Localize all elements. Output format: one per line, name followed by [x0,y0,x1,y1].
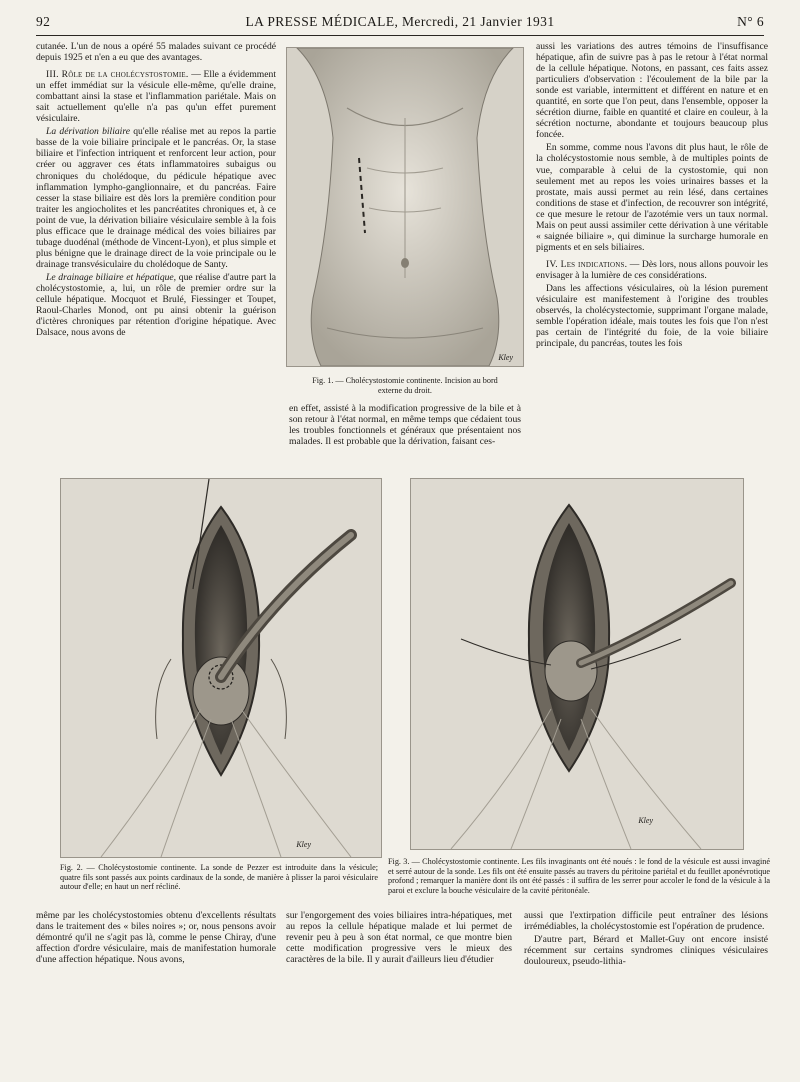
section-4-heading: IV. Les indications. [546,258,628,270]
page-number: 92 [36,14,51,29]
surgical-illustration-3 [411,479,743,849]
paragraph: aussi que l'extirpation difficile peut entraîner des lésions irrémédiables, la cholécystostomie est l'opération de prudence. [524,910,768,933]
figure-1-signature: Kley [498,353,513,362]
paragraph: en effet, assisté à la modification progressive de la bile et à son retour à l'état normal, en même temps que cédaient tous les troubles fonctionnels et généraux que présentaient nos malades. Il est probable que la dérivation, faisant ces- [289,403,521,448]
journal-name: LA PRESSE MÉDICALE [245,14,395,29]
figure-3-caption: Fig. 3. — Cholécystostomie continente. Les fils invaginants ont été noués : le fond de la vésicule est aussi invaginé et serré autour de la sonde. Les fils ont été ensuite passés au travers du péritoine pariétal et du feuillet aponévrotique profond ; remarquer la manière dont ils ont été passés : il suffira de les serrer pour accoler le fond de la vésicule à la paroi et exclure la bouche vésiculaire de la cavité péritonéale. [388,857,770,895]
section-3-paragraph: III. Rôle de la cholécystostomie. — Elle a évidemment un effet immédiat sur la vésicule elle-même, qu'elle draine, combattant ainsi la stase et l'inflammation pariétale. Mais on sait actuellement qu'elle n'a pas qu'un effet purement vésiculaire. [36,69,276,125]
figure-2-caption: Fig. 2. — Cholécystostomie continente. La sonde de Pezzer est introduite dans la vésicule; quatre fils sont passés aux points cardinaux de la sonde, de manière à plisser la paroi vésiculaire autour d'elle; en haut un nerf récliné. [60,863,378,892]
surgical-illustration-2 [61,479,381,857]
issue-number: N° 6 [737,14,764,29]
figure-1-image [286,47,524,367]
paragraph: aussi les variations des autres témoins de l'insuffisance hépatique, afin de suivre pas à pas le retour à l'état normal de la cellule hépatique. Notons, en passant, ces faits assez particuliers d'observation : l'écoulement de la bile par la sonde est variable, intermittent et différent en nature et en quantité, en sorte que l'on peut, dans l'ensemble, opposer la sécrétion diurne, faible en quantité et claire en couleur, à la sécrétion nocturne, abondante et toujours beaucoup plus foncée. [536,41,768,141]
section-4-paragraph: IV. Les indications. — Dès lors, nous allons pouvoir les envisager à la lumière de ces considérations. [536,258,768,281]
column-right [536,41,768,466]
paragraph: sur l'engorgement des voies biliaires intra-hépatiques, met au repos la cellule hépatique malade et lui permet de revenir peu à peu à son état normal, ce que montre bien cette modification progressive vers le mieux des caractères de la bile. Il y aurait d'ailleurs lieu d'étudier [286,910,512,966]
section-3-heading: III. Rôle de la cholécystostomie. [46,69,189,81]
column-bottom-left [36,910,276,1030]
header-rule [36,35,764,36]
figure-3-image [410,478,744,850]
figure-2-signature: Kley [296,840,311,849]
paragraph: Dans les affections vésiculaires, où la lésion purement vésiculaire est manifestement à l'origine des troubles observés, la cholécystectomie, supprimant l'organe malade, semble l'opération idéale, mais toutes les fois que l'on n'est pas certain de l'intégrité du foie, de la voie biliaire principale, du pancréas, toutes les fois [536,282,768,350]
paragraph: Le drainage biliaire et hépatique, que réalise d'autre part la cholécystostomie, a, lui, un rôle de premier ordre sur la cellule hépatique. Mocquot et Brulé, Fiessinger et Toupet, Raoul-Charles Monod, ont pu ainsi obtenir la guérison d'ictères chroniques par rétention d'origine hépatique. Avec Dalsace, nous avons de [36,271,276,339]
running-title [36,14,764,30]
column-middle [289,403,521,465]
paragraph: même par les cholécystostomies obtenu d'excellents résultats dans le traitement des « biles noires »; or, nous pensons avoir démontré qu'il ne s'agit pas là, comme le pense Chiray, d'une affection d'ordre vésiculaire, mais de manifestation humorale d'une affection hépatique. Nous avons, [36,910,276,966]
torso-illustration [287,48,523,366]
figure-2-image [60,478,382,858]
paragraph: En somme, comme nous l'avons dit plus haut, le rôle de la cholécystostomie nous semble, à de multiples points de vue, comparable à celui de la cystostomie, qui non seulement met au repos les voies urinaires basses et la prostate, mais aussi permet au rein lésé, dans certaines conditions de stase et d'infection, de recouvrer son intégrité, ce que mesure le retour de l'azotémie vers un taux normal. Mais on peut aussi assimiler cette dérivation à une véritable « saignée biliaire », qui diminue la surcharge humorale en pigments et en sels biliaires. [536,142,768,253]
column-bottom-right [524,910,768,1030]
column-left [36,41,276,466]
paragraph: cutanée. L'un de nous a opéré 55 malades suivant ce procédé depuis 1925 et n'en a eu que des avantages. [36,41,276,64]
issue-date: , Mercredi, 21 Janvier 1931 [394,14,555,29]
column-bottom-middle [286,910,512,1030]
paragraph: La dérivation biliaire qu'elle réalise met au repos la partie basse de la voie biliaire principale et le pancréas. Or, la stase biliaire et l'infection intriquent et renforcent leur action, pour créer ou aggraver ces états inflammatoires subaigus ou chroniques du cholédoque, du pédicule hépatique avec inflammation lympho-ganglionnaire, et du pancréas. Faire cesser la stase biliaire est dès lors la première condition pour traiter les angiocholites et les pancréatites chroniques et, à ce point de vue, la dérivation biliaire vésiculaire semble à la fois plus efficace que le drainage médical des voies biliaires par tubage duodénal (méthode de Vincent-Lyon), et plus simple et plus bénigne que le drainage direct de la voie principale ou le drainage transvésiculaire du cholédoque de Santy. [36,126,276,270]
figure-1-caption: Fig. 1. — Cholécystostomie continente. Incision au bord externe du droit. [312,376,498,395]
figure-3-signature: Kley [638,816,653,825]
paragraph: D'autre part, Bérard et Mallet-Guy ont encore insisté récemment sur certains syndromes cliniques vésiculaires douloureux, pseudo-lithia- [524,934,768,968]
page-header [36,14,764,32]
